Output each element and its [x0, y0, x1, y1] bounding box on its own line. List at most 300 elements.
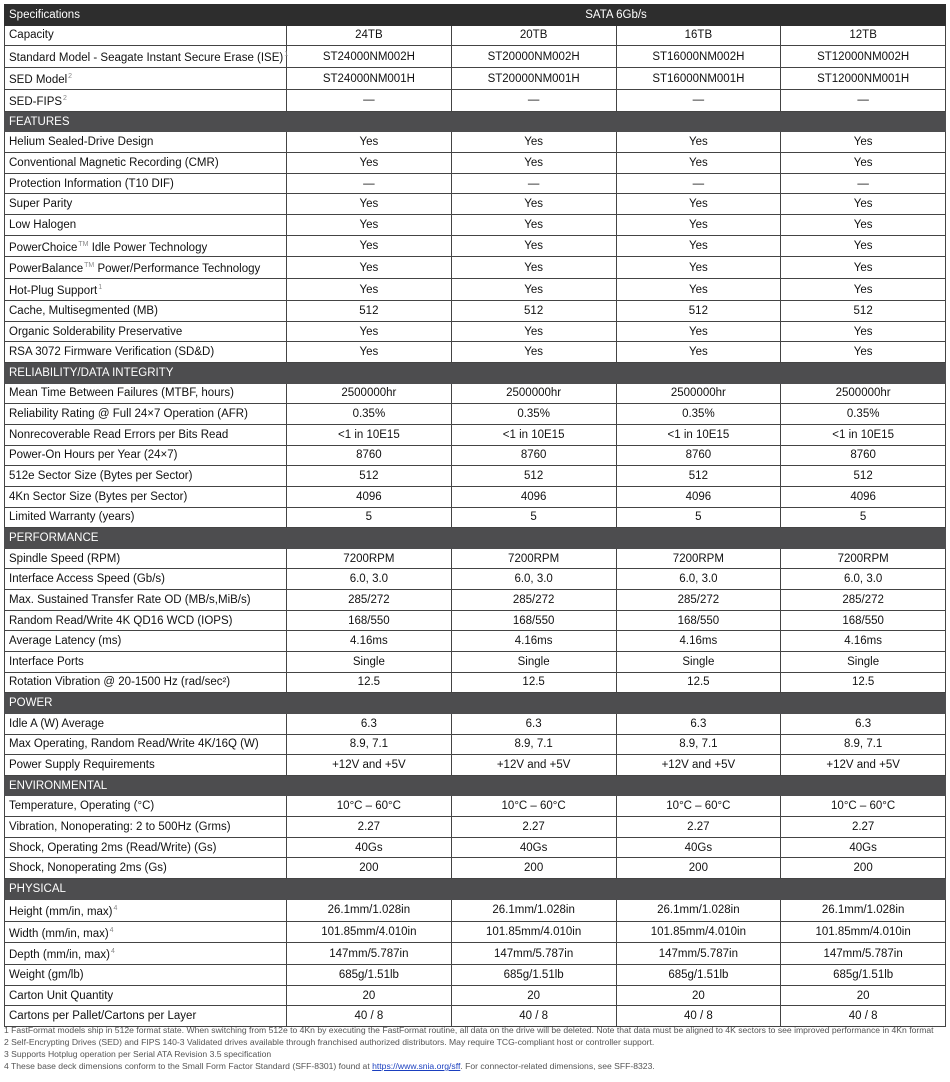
spec-label	[5, 214, 287, 235]
spec-label	[5, 486, 287, 507]
spec-label-suffix: Idle Power Technology	[88, 241, 208, 254]
spec-label-text: 512e Sector Size (Bytes per Sector)	[9, 470, 193, 483]
spec-value: 10°C – 60°C	[287, 796, 452, 817]
spec-value: —	[451, 173, 616, 194]
spec-value: —	[781, 173, 946, 194]
spec-value: 512	[616, 301, 781, 322]
spec-value: 26.1mm/1.028in	[451, 899, 616, 921]
spec-value: <1 in 10E15	[781, 424, 946, 445]
spec-value: 8.9, 7.1	[287, 734, 452, 755]
spec-label	[5, 404, 287, 425]
spec-row	[5, 590, 946, 611]
spec-value: Yes	[451, 342, 616, 363]
spec-value: Yes	[781, 153, 946, 174]
spec-value: 168/550	[451, 610, 616, 631]
spec-value: Yes	[781, 321, 946, 342]
spec-row	[5, 734, 946, 755]
section-title: PHYSICAL	[5, 879, 946, 900]
spec-value: Yes	[781, 132, 946, 153]
footnote-text: 3 Supports Hotplug operation per Serial ATA Revision 3.5 specification	[4, 1049, 272, 1059]
spec-row	[5, 279, 946, 301]
footnote-ref: 2	[68, 73, 73, 81]
spec-value: 20	[781, 985, 946, 1006]
spec-value: 685g/1.51lb	[451, 965, 616, 986]
spec-value: Yes	[616, 214, 781, 235]
spec-value: 26.1mm/1.028in	[781, 899, 946, 921]
spec-value: 2500000hr	[287, 383, 452, 404]
spec-label	[5, 943, 287, 965]
spec-label-suffix: Power/Performance Technology	[94, 263, 261, 276]
spec-label-text: PowerBalance	[9, 263, 84, 276]
section-title: FEATURES	[5, 111, 946, 132]
spec-value: Yes	[451, 153, 616, 174]
spec-value: 5	[451, 507, 616, 528]
spec-value: 10°C – 60°C	[616, 796, 781, 817]
spec-value: 40Gs	[287, 837, 452, 858]
spec-value: 0.35%	[451, 404, 616, 425]
spec-label	[5, 89, 287, 111]
spec-row	[5, 173, 946, 194]
spec-value: +12V and +5V	[451, 755, 616, 776]
spec-label	[5, 68, 287, 90]
spec-value: Yes	[781, 279, 946, 301]
spec-label-text: Limited Warranty (years)	[9, 511, 135, 524]
spec-value: 2.27	[616, 817, 781, 838]
spec-value: 512	[451, 301, 616, 322]
spec-value: 4.16ms	[287, 631, 452, 652]
spec-value: 8.9, 7.1	[451, 734, 616, 755]
spec-value: 285/272	[616, 590, 781, 611]
spec-value: 512	[287, 466, 452, 487]
spec-value: 4.16ms	[616, 631, 781, 652]
spec-value: 512	[781, 466, 946, 487]
spec-label	[5, 651, 287, 672]
spec-value: 512	[451, 466, 616, 487]
spec-value: 4096	[616, 486, 781, 507]
section-header-features	[5, 111, 946, 132]
section-header-physical	[5, 879, 946, 900]
footnote-ref: 1	[284, 51, 289, 59]
spec-row	[5, 651, 946, 672]
spec-label-text: Temperature, Operating (°C)	[9, 800, 155, 813]
spec-row	[5, 921, 946, 943]
spec-label-text: Mean Time Between Failures (MTBF, hours)	[9, 387, 234, 400]
section-title: PERFORMANCE	[5, 528, 946, 549]
spec-row	[5, 153, 946, 174]
spec-row	[5, 672, 946, 693]
spec-label-text: Standard Model - Seagate Instant Secure Erase (ISE)	[9, 52, 284, 65]
spec-label-text: Helium Sealed-Drive Design	[9, 136, 154, 149]
spec-value: 0.35%	[287, 404, 452, 425]
footnote-ref: 4	[109, 926, 114, 934]
spec-value: 40Gs	[616, 837, 781, 858]
spec-value: Yes	[287, 132, 452, 153]
spec-value: Yes	[451, 257, 616, 279]
spec-value: <1 in 10E15	[287, 424, 452, 445]
spec-row	[5, 569, 946, 590]
spec-value: Yes	[781, 194, 946, 215]
spec-value: Yes	[781, 235, 946, 257]
spec-value: 200	[287, 858, 452, 879]
section-title: RELIABILITY/DATA INTEGRITY	[5, 363, 946, 384]
spec-value: 8760	[287, 445, 452, 466]
spec-value: 147mm/5.787in	[287, 943, 452, 965]
spec-value: 685g/1.51lb	[616, 965, 781, 986]
spec-value: 2.27	[781, 817, 946, 838]
spec-value: 512	[287, 301, 452, 322]
spec-value: 285/272	[451, 590, 616, 611]
spec-value: 200	[451, 858, 616, 879]
spec-label-text: Max. Sustained Transfer Rate OD (MB/s,MiB/s)	[9, 593, 251, 606]
spec-label-text: Interface Access Speed (Gb/s)	[9, 573, 165, 586]
spec-value: 5	[781, 507, 946, 528]
spec-value: Yes	[451, 194, 616, 215]
spec-value: 40 / 8	[451, 1006, 616, 1027]
spec-value: Yes	[616, 342, 781, 363]
spec-label	[5, 445, 287, 466]
spec-value: 101.85mm/4.010in	[451, 921, 616, 943]
spec-value: 7200RPM	[451, 548, 616, 569]
spec-value: Yes	[287, 257, 452, 279]
spec-value: 7200RPM	[287, 548, 452, 569]
spec-value: Yes	[287, 214, 452, 235]
spec-label-text: 4Kn Sector Size (Bytes per Sector)	[9, 490, 188, 503]
spec-value: 40 / 8	[287, 1006, 452, 1027]
spec-label	[5, 734, 287, 755]
spec-value: Single	[616, 651, 781, 672]
spec-value: 147mm/5.787in	[616, 943, 781, 965]
spec-value: 4096	[781, 486, 946, 507]
spec-value: 5	[616, 507, 781, 528]
spec-label	[5, 817, 287, 838]
spec-value: Yes	[287, 279, 452, 301]
spec-value: 101.85mm/4.010in	[287, 921, 452, 943]
spec-value: 12.5	[616, 672, 781, 693]
spec-value: 5	[287, 507, 452, 528]
spec-value: 200	[781, 858, 946, 879]
spec-value: 0.35%	[616, 404, 781, 425]
spec-value: Yes	[451, 321, 616, 342]
spec-row	[5, 631, 946, 652]
spec-value: Yes	[781, 257, 946, 279]
spec-row	[5, 46, 946, 68]
specifications-table	[4, 4, 946, 1027]
spec-value: 12.5	[781, 672, 946, 693]
spec-value: 168/550	[781, 610, 946, 631]
spec-value: 10°C – 60°C	[781, 796, 946, 817]
spec-value: Yes	[287, 194, 452, 215]
spec-value: 6.0, 3.0	[451, 569, 616, 590]
spec-label-text: Low Halogen	[9, 218, 77, 231]
spec-label-text: Organic Solderability Preservative	[9, 325, 183, 338]
spec-sheet	[4, 4, 945, 1027]
spec-row	[5, 837, 946, 858]
spec-label	[5, 858, 287, 879]
spec-value: ST24000NM002H	[287, 46, 452, 68]
spec-value: 6.3	[451, 713, 616, 734]
spec-value: —	[287, 89, 452, 111]
spec-value: Yes	[616, 321, 781, 342]
capacity-value: 12TB	[781, 25, 946, 46]
spec-label	[5, 46, 287, 68]
spec-value: 40Gs	[781, 837, 946, 858]
spec-value: Yes	[781, 342, 946, 363]
footnote	[4, 1024, 945, 1036]
spec-value: 512	[616, 466, 781, 487]
spec-row	[5, 548, 946, 569]
spec-label	[5, 342, 287, 363]
spec-value: +12V and +5V	[287, 755, 452, 776]
spec-label	[5, 899, 287, 921]
section-title: POWER	[5, 693, 946, 714]
spec-label-text: SED Model	[9, 73, 68, 86]
spec-value: 7200RPM	[616, 548, 781, 569]
capacity-value: 16TB	[616, 25, 781, 46]
spec-value: Single	[451, 651, 616, 672]
footnote-ref: 4	[113, 904, 118, 912]
spec-row	[5, 404, 946, 425]
spec-value: Yes	[287, 321, 452, 342]
capacity-label: Capacity	[5, 25, 287, 46]
spec-value: —	[616, 173, 781, 194]
spec-value: 40 / 8	[781, 1006, 946, 1027]
spec-value: —	[781, 89, 946, 111]
footnote-text: 2 Self-Encrypting Drives (SED) and FIPS 140-3 Validated drives available through franchised authorized distributors. May require TCG-compliant host or controller support.	[4, 1037, 655, 1047]
spec-row	[5, 445, 946, 466]
spec-row	[5, 965, 946, 986]
footnotes	[4, 1024, 945, 1072]
spec-label-text: Depth (mm/in, max)	[9, 949, 110, 962]
spec-label	[5, 153, 287, 174]
spec-value: 40 / 8	[616, 1006, 781, 1027]
spec-label	[5, 173, 287, 194]
spec-value: 6.3	[781, 713, 946, 734]
footnote	[4, 1048, 945, 1060]
spec-value: ST16000NM001H	[616, 68, 781, 90]
footnote-text: 1 FastFormat models ship in 512e format state. When switching from 512e to 4Kn by executing the FastFormat routine, all data on the drive will be deleted. Note that data must be aligned to 4K sectors to see improved performance in 4Kn format	[4, 1025, 934, 1035]
section-title: ENVIRONMENTAL	[5, 775, 946, 796]
spec-row	[5, 235, 946, 257]
section-header-environmental	[5, 775, 946, 796]
spec-label	[5, 755, 287, 776]
spec-value: 147mm/5.787in	[451, 943, 616, 965]
spec-value: 12.5	[287, 672, 452, 693]
trademark-mark: TM	[78, 240, 89, 248]
spec-value: <1 in 10E15	[451, 424, 616, 445]
spec-value: 10°C – 60°C	[451, 796, 616, 817]
spec-value: 101.85mm/4.010in	[781, 921, 946, 943]
spec-row	[5, 257, 946, 279]
spec-value: Single	[781, 651, 946, 672]
spec-label-text: Height (mm/in, max)	[9, 905, 113, 918]
spec-row	[5, 194, 946, 215]
spec-label-text: Width (mm/in, max)	[9, 927, 109, 940]
capacity-row	[5, 25, 946, 46]
spec-row	[5, 943, 946, 965]
spec-value: 685g/1.51lb	[781, 965, 946, 986]
spec-value: 0.35%	[781, 404, 946, 425]
spec-value: Yes	[616, 194, 781, 215]
footnote-ref: 2	[63, 94, 67, 102]
spec-value: 20	[287, 985, 452, 1006]
spec-value: 20	[451, 985, 616, 1006]
spec-row	[5, 755, 946, 776]
footnote-ref: 1	[98, 284, 103, 292]
header-row	[5, 5, 946, 26]
spec-label	[5, 921, 287, 943]
spec-value: ST12000NM001H	[781, 68, 946, 90]
spec-label-text: Reliability Rating @ Full 24×7 Operation (AFR)	[9, 408, 248, 421]
spec-value: 6.0, 3.0	[287, 569, 452, 590]
spec-label-text: Random Read/Write 4K QD16 WCD (IOPS)	[9, 614, 233, 627]
snia-sff-link[interactable]: https://www.snia.org/sff	[372, 1061, 461, 1071]
spec-row	[5, 466, 946, 487]
spec-label	[5, 321, 287, 342]
spec-value: 6.3	[616, 713, 781, 734]
spec-value: ST20000NM002H	[451, 46, 616, 68]
spec-value: 2.27	[451, 817, 616, 838]
spec-label-text: RSA 3072 Firmware Verification (SD&D)	[9, 346, 215, 359]
trademark-mark: TM	[84, 262, 95, 270]
spec-label-text: Spindle Speed (RPM)	[9, 552, 121, 565]
spec-label-text: Power-On Hours per Year (24×7)	[9, 449, 178, 462]
spec-value: Single	[287, 651, 452, 672]
spec-label-text: Hot-Plug Support	[9, 285, 98, 298]
spec-value: 4.16ms	[781, 631, 946, 652]
spec-value: Yes	[781, 214, 946, 235]
spec-value: 40Gs	[451, 837, 616, 858]
spec-value: 200	[616, 858, 781, 879]
spec-value: <1 in 10E15	[616, 424, 781, 445]
spec-value: 4.16ms	[451, 631, 616, 652]
spec-label-text: Max Operating, Random Read/Write 4K/16Q (W)	[9, 738, 259, 751]
spec-value: 4096	[287, 486, 452, 507]
footnote-text: 4 These base deck dimensions conform to the Small Form Factor Standard (SFF-8301) found at	[4, 1061, 373, 1071]
spec-label-text: Shock, Nonoperating 2ms (Gs)	[9, 862, 167, 875]
spec-row	[5, 486, 946, 507]
spec-value: 4096	[451, 486, 616, 507]
spec-value: 168/550	[616, 610, 781, 631]
interface-heading: SATA 6Gb/s	[287, 5, 946, 26]
spec-value: Yes	[451, 132, 616, 153]
spec-row	[5, 214, 946, 235]
spec-value: ST24000NM001H	[287, 68, 452, 90]
spec-row	[5, 321, 946, 342]
spec-row	[5, 424, 946, 445]
spec-value: +12V and +5V	[781, 755, 946, 776]
section-header-performance	[5, 528, 946, 549]
spec-label-text: Carton Unit Quantity	[9, 989, 114, 1002]
spec-value: 685g/1.51lb	[287, 965, 452, 986]
spec-value: 2.27	[287, 817, 452, 838]
spec-label	[5, 548, 287, 569]
spec-value: —	[616, 89, 781, 111]
footnote-ref: 4	[110, 948, 115, 956]
spec-value: 8.9, 7.1	[616, 734, 781, 755]
spec-label	[5, 610, 287, 631]
spec-value: 168/550	[287, 610, 452, 631]
spec-label	[5, 796, 287, 817]
spec-value: 512	[781, 301, 946, 322]
spec-value: 101.85mm/4.010in	[616, 921, 781, 943]
spec-row	[5, 507, 946, 528]
spec-label	[5, 672, 287, 693]
spec-value: 285/272	[287, 590, 452, 611]
spec-row	[5, 985, 946, 1006]
spec-value: 285/272	[781, 590, 946, 611]
spec-value: Yes	[451, 235, 616, 257]
spec-value: 26.1mm/1.028in	[616, 899, 781, 921]
spec-row	[5, 89, 946, 111]
spec-row	[5, 342, 946, 363]
spec-label-text: Power Supply Requirements	[9, 759, 155, 771]
spec-row	[5, 899, 946, 921]
spec-value: 6.0, 3.0	[781, 569, 946, 590]
footnote	[4, 1036, 945, 1048]
spec-value: 7200RPM	[781, 548, 946, 569]
spec-row	[5, 858, 946, 879]
spec-label-text: Conventional Magnetic Recording (CMR)	[9, 156, 219, 169]
spec-label	[5, 985, 287, 1006]
specifications-table-body	[5, 5, 946, 1027]
spec-label	[5, 569, 287, 590]
spec-row	[5, 610, 946, 631]
spec-label-text: Weight (gm/lb)	[9, 968, 84, 981]
footnote-text-after: . For connector-related dimensions, see SFF-8323.	[460, 1061, 655, 1071]
spec-label	[5, 713, 287, 734]
spec-label-text: Interface Ports	[9, 655, 84, 668]
spec-row	[5, 132, 946, 153]
spec-value: +12V and +5V	[616, 755, 781, 776]
spec-label	[5, 424, 287, 445]
spec-value: ST12000NM002H	[781, 46, 946, 68]
spec-label-text: PowerChoice	[9, 241, 78, 254]
spec-value: Yes	[287, 235, 452, 257]
spec-label	[5, 466, 287, 487]
spec-value: 20	[616, 985, 781, 1006]
spec-value: ST20000NM001H	[451, 68, 616, 90]
spec-value: 2500000hr	[616, 383, 781, 404]
spec-value: 8760	[616, 445, 781, 466]
spec-value: 6.3	[287, 713, 452, 734]
spec-label	[5, 631, 287, 652]
spec-label-text: SED-FIPS	[9, 95, 63, 108]
spec-label	[5, 132, 287, 153]
specifications-heading: Specifications	[5, 5, 287, 26]
spec-value: 147mm/5.787in	[781, 943, 946, 965]
spec-label-text: Average Latency (ms)	[9, 635, 122, 648]
spec-label-text: Vibration, Nonoperating: 2 to 500Hz (Grms)	[9, 820, 231, 833]
spec-row	[5, 817, 946, 838]
spec-label	[5, 507, 287, 528]
spec-value: —	[451, 89, 616, 111]
footnote	[4, 1060, 945, 1072]
spec-value: Yes	[616, 279, 781, 301]
spec-value: 8.9, 7.1	[781, 734, 946, 755]
spec-row	[5, 301, 946, 322]
section-header-reliability-data-integrity	[5, 363, 946, 384]
spec-label-text: Rotation Vibration @ 20-1500 Hz (rad/sec²)	[9, 676, 231, 689]
spec-value: 8760	[781, 445, 946, 466]
spec-value: 2500000hr	[451, 383, 616, 404]
capacity-value: 24TB	[287, 25, 452, 46]
spec-label	[5, 235, 287, 257]
spec-label-text: Nonrecoverable Read Errors per Bits Read	[9, 428, 229, 441]
spec-value: 6.0, 3.0	[616, 569, 781, 590]
spec-label-text: Cartons per Pallet/Cartons per Layer	[9, 1010, 197, 1023]
spec-row	[5, 713, 946, 734]
spec-label-text: Super Parity	[9, 198, 73, 211]
